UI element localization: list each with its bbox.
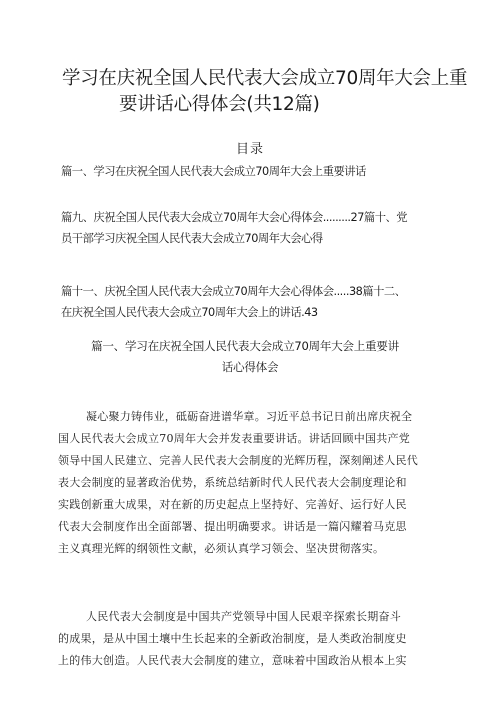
- paragraph-line: 领导中国人民建立、完善人民代表大会制度的光辉历程，深刻阐述人民代: [58, 454, 418, 467]
- body-paragraph-2: [58, 606, 460, 672]
- toc-entry-1[interactable]: [61, 161, 461, 182]
- paragraph-line: 表大会制度的显著政治优势，系统总结新时代人民代表大会制度理论和: [58, 476, 407, 489]
- document-title-line-2: 要讲话心得体会(共12篇): [119, 94, 320, 115]
- toc-heading: 目录: [235, 142, 264, 157]
- toc-entry-line: 篇九、庆祝全国人民代表大会成立70周年大会心得体会.........27篇十、党: [61, 211, 408, 224]
- paragraph-line: 的成果，是从中国土壤中生长起来的全新政治制度，是人类政治制度史: [58, 632, 407, 645]
- toc-entry-line: 在庆祝全国人民代表大会成立70周年大会上的讲话.43: [61, 306, 318, 319]
- body-paragraph-1: [58, 406, 460, 560]
- toc-entry-2[interactable]: [61, 207, 461, 249]
- document-title: [62, 66, 468, 118]
- section-title-line-1: 篇一、学习在庆祝全国人民代表大会成立70周年大会上重要讲: [91, 339, 399, 353]
- toc-entry-line: 篇十一、庆祝全国人民代表大会成立70周年大会心得体会.....38篇十二、: [61, 285, 406, 298]
- paragraph-line: 上的伟大创造。人民代表大会制度的建立，意味着中国政治从根本上实: [58, 654, 407, 667]
- paragraph-line: 人民代表大会制度是中国共产党领导中国人民艰辛探索长期奋斗: [86, 610, 401, 623]
- section-title-line-2: 话心得体会: [221, 360, 279, 374]
- toc-entry-line: 篇一、学习在庆祝全国人民代表大会成立70周年大会上重要讲话: [61, 165, 366, 178]
- document-title-line-1: 学习在庆祝全国人民代表大会成立70周年大会上重: [62, 68, 468, 89]
- paragraph-line: 代表大会制度作出全面部署、提出明确要求。讲话是一篇闪耀着马克思: [58, 520, 407, 533]
- paragraph-line: 凝心聚力铸伟业，砥砺奋进谱华章。习近平总书记日前出席庆祝全: [86, 410, 413, 423]
- paragraph-line: 国人民代表大会成立70周年大会并发表重要讲话。讲话回顾中国共产党: [58, 432, 410, 445]
- toc-entry-line: 员干部学习庆祝全国人民代表大会成立70周年大会心得: [61, 232, 323, 245]
- toc-entry-3[interactable]: [61, 281, 461, 323]
- paragraph-line: 主义真理光辉的纲领性文献，必须认真学习领会、坚决贯彻落实。: [58, 542, 385, 555]
- paragraph-line: 实践创新重大成果，对在新的历史起点上坚持好、完善好、运行好人民: [58, 498, 407, 511]
- section-title: [0, 336, 500, 378]
